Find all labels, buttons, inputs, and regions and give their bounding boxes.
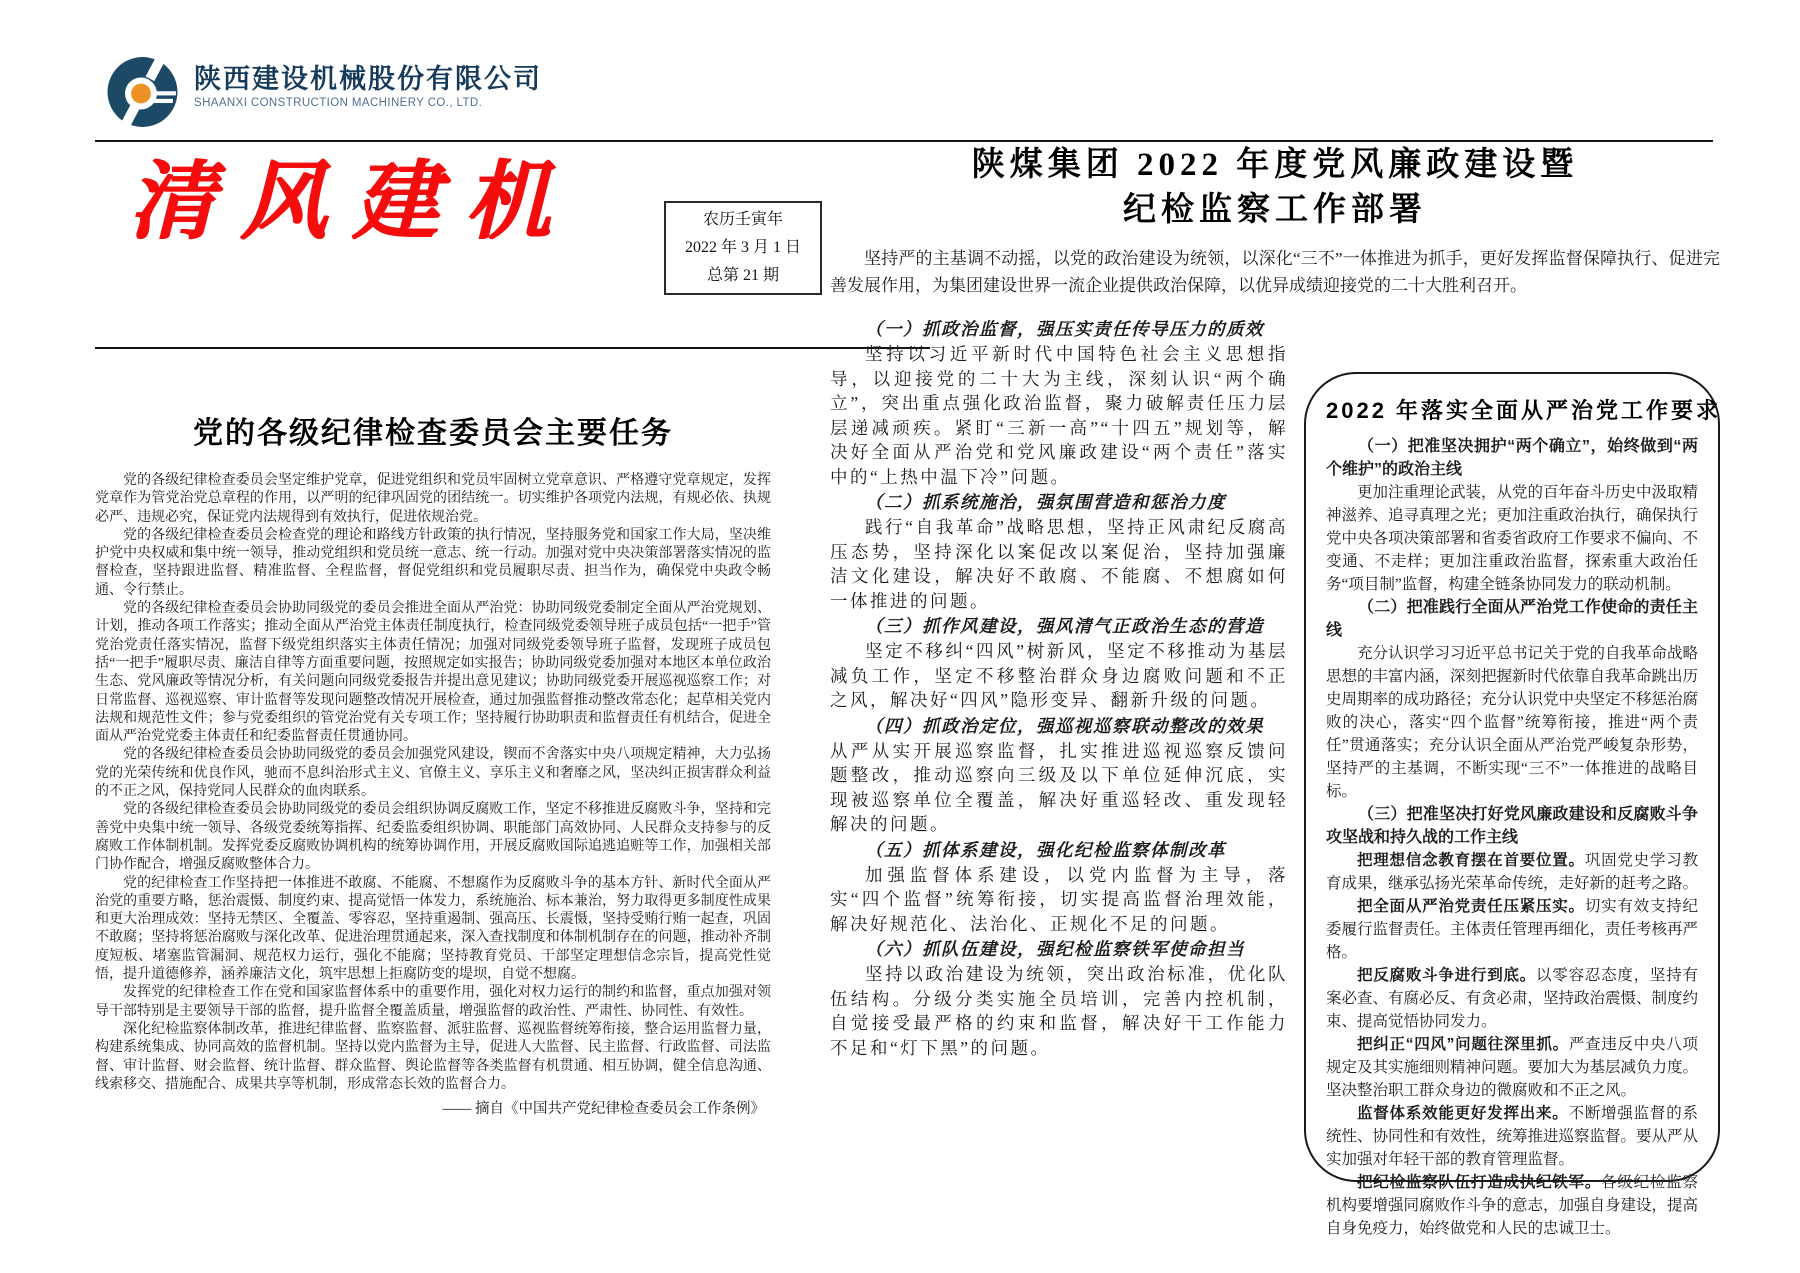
- issue-date: 2022 年 3 月 1 日: [684, 239, 801, 256]
- box-section-body: 充分认识学习习近平总书记关于党的自我革命战略思想的丰富内涵，深刻把握新时代依靠自我革命跳出历史周期率的成功路径；充分认识党中央坚定不移惩治腐败的决心，落实“四个监督”统筹衔接，推进“两个责任”贯通落实；充分认识全面从严治党严峻复杂形势，坚持严的主基调，不断实现“三不”一体推进的战略目标。: [1326, 645, 1699, 800]
- masthead-title: 清风建机: [128, 154, 576, 250]
- company-logo-block: [106, 54, 542, 130]
- left-article-title: 党的各级纪律检查委员会主要任务: [193, 417, 673, 450]
- right-article-title: [830, 143, 1720, 233]
- requirements-box-title: 2022 年落实全面从严治党工作要求: [1326, 398, 1722, 423]
- box-item-text: 各级纪检监察机构要增强同腐败作斗争的意志，加强自身建设，提高自身免疫力，始终做党和人民的忠诚卫士。: [1326, 1174, 1699, 1237]
- article-paragraph: 党的各级纪律检查委员会协助同级党的委员会推进全面从严治党：协助同级党委制定全面从严治党规划、计划，推动各项工作落实；推动全面从严治党主体责任制度执行，检查同级党委领导班子成员包括“一把手”管党治党责任落实情况，监督下级党组织落实主体责任情况；加强对同级党委领导班子监督，发现班子成员包括“一把手”履职尽责、廉洁自律等方面重要问题，按照规定如实报告；协助同级党委加强对本地区本单位政治生态、党风廉政等情况分析，有关问题向同级党委报告并提出意见建议；协助同级党委开展巡视巡察工作；对日常监督、巡视巡察、审计监督等发现问题整改情况开展检查，通过加强监督推动整改常态化；起草相关党内法规和规范性文件；参与党委组织的管党治党有关专项工作；坚持履行协助职责和监督责任有机结合，促进全面从严治党党委主体责任和纪委监督责任贯通协同。: [95, 601, 771, 745]
- article-paragraph: 党的纪律检查工作坚持把一体推进不敢腐、不能腐、不想腐作为反腐败斗争的基本方针、新时代全面从严治党的重要方略，惩治震慑、制度约束、提高觉悟一体发力，系统施治、标本兼治，努力取得更多制度性成果和更大治理成效：坚持无禁区、全覆盖、零容忍，坚持重遏制、强高压、长震慑，坚持受贿行贿一起查，巩固不敢腐；坚持将惩治腐败与深化改革、促进治理贯通起来，深入查找制度和体制机制存在的问题，推动补齐制度短板、堵塞监管漏洞、规范权力运行，强化不能腐；坚持教育党员、干部坚定理想信念宗旨，提高党性觉悟，提升道德修养，涵养廉洁文化，筑牢思想上拒腐防变的堤坝，自觉不想腐。: [95, 875, 771, 983]
- box-item-text: 以零容忍态度，坚持有案必查、有腐必反、有贪必肃，坚持政治震慑、制度约束、提高觉悟协同发力。: [1326, 967, 1699, 1030]
- box-item: [1326, 964, 1698, 1033]
- box-item: [1326, 1171, 1698, 1240]
- article-paragraph: 党的各级纪律检查委员会检查党的理论和路线方针政策的执行情况，坚持服务党和国家工作大局，坚决维护党中央权威和集中统一领导，推动党组织和党员统一意志、统一行动。加强对党中央决策部署落实情况的监督检查，坚持跟进监督、精准监督、全程监督，督促党组织和党员履职尽责、担当作为，确保党中央政令畅通、令行禁止。: [95, 527, 771, 598]
- issue-lunar-year: 农历壬寅年: [702, 211, 783, 228]
- company-name-block: [194, 54, 542, 109]
- section-heading: （三）抓作风建设，强风清气正政治生态的营造: [865, 616, 1264, 636]
- masthead-divider-line: [95, 347, 930, 349]
- box-item-lead: 把纪检监察队伍打造成执纪铁军。: [1357, 1174, 1602, 1191]
- box-item: [1326, 1102, 1698, 1171]
- box-item-text: 切实有效支持纪委履行监督责任。主体责任管理再细化，责任考核再严格。: [1326, 898, 1699, 961]
- article-paragraph: 深化纪检监察体制改革，推进纪律监督、监察监督、派驻监督、巡视监督统筹衔接，整合运用监督力量，构建系统集成、协同高效的监督机制。坚持以党内监督为主导，促进人大监督、民主监督、行政监督、司法监督、审计监督、财会监督、统计监督、群众监督、舆论监督等各类监督有机贯通、相互协调，健全信息沟通、线索移交、措施配合、成果共享等机制，形成常态长效的监督合力。: [95, 1021, 771, 1092]
- box-item-lead: 把反腐败斗争进行到底。: [1357, 967, 1537, 984]
- section-body: 加强监督体系建设，以党内监督为主导，落实“四个监督”统筹衔接，切实提高监督治理效能，解决好规范化、法治化、正规化不足的问题。: [830, 864, 1288, 934]
- company-name-en: SHAANXI CONSTRUCTION MACHINERY CO., LTD.: [194, 97, 483, 109]
- box-item-text: 严查违反中央八项规定及其实施细则精神问题。要加大为基层减负力度。坚决整治职工群众身边的微腐败和不正之风。: [1326, 1036, 1699, 1099]
- box-section-heading: （三）把准坚决打好党风廉政建设和反腐败斗争攻坚战和持久战的工作主线: [1326, 806, 1698, 846]
- box-section-heading: （一）把准坚决拥护“两个确立”，始终做到“两个维护”的政治主线: [1326, 438, 1698, 478]
- box-item-text: 巩固党史学习教育成果，继承弘扬光荣革命传统，走好新的赶考之路。: [1326, 852, 1699, 892]
- right-article: [830, 143, 1722, 1237]
- left-article-body: [95, 472, 771, 1094]
- section-body: 坚定不移纠“四风”树新风，坚定不移推动为基层减负工作，坚定不移整治群众身边腐败问题和不正之风，解决好“四风”隐形变异、翻新升级的问题。: [830, 641, 1288, 710]
- company-logo-icon: [106, 54, 182, 130]
- section-heading: （一）抓政治监督，强压实责任传导压力的质效: [865, 319, 1264, 339]
- section-heading: （六）抓队伍建设，强纪检监察铁军使命担当: [865, 939, 1245, 959]
- section-body: 坚持以习近平新时代中国特色社会主义思想指导，以迎接党的二十大为主线，深刻认识“两个确立”，突出重点强化政治监督，聚力破解责任压力层层递减顽疾。紧盯“三新一高”“十四五”规划等，解决好全面从严治党和党风廉政建设“两个责任”落实中的“上热中温下冷”问题。: [830, 344, 1288, 487]
- header-divider-line: [95, 140, 1713, 142]
- article-paragraph: 党的各级纪律检查委员会坚定维护党章，促进党组织和党员牢固树立党章意识、严格遵守党章规定，发挥党章作为管党治党总章程的作用，以严明的纪律巩固党的团结统一。切实维护各项党内法规，有规必依、执规必严、违规必究，保证党内法规得到有效执行，促进依规治党。: [95, 473, 771, 525]
- box-item-lead: 把纠正“四风”问题往深里抓。: [1357, 1036, 1569, 1053]
- box-item-lead: 监督体系效能更好发挥出来。: [1357, 1105, 1569, 1122]
- box-item: [1326, 849, 1698, 895]
- article-attribution: —— 摘自《中国共产党纪律检查委员会工作条例》: [442, 1101, 765, 1118]
- section-body: 从严从实开展巡察监督，扎实推进巡视巡察反馈问题整改，推动巡察向三级及以下单位延伸沉底，实现被巡察单位全覆盖，解决好重巡轻改、重发现轻解决的问题。: [830, 740, 1288, 834]
- box-item-lead: 把全面从严治党责任压紧压实。: [1357, 898, 1585, 915]
- article-paragraph: 发挥党的纪律检查工作在党和国家监督体系中的重要作用，强化对权力运行的制约和监督，重点加强对领导干部特别是主要领导干部的监督，提升监督全覆盖质量，增强监督的政治性、严肃性、协同性、有效性。: [95, 985, 771, 1019]
- box-item: [1326, 895, 1698, 964]
- company-name-cn: 陕西建设机械股份有限公司: [194, 64, 542, 94]
- section-body: 践行“自我革命”战略思想，坚持正风肃纪反腐高压态势，坚持深化以案促改以案促治，坚持加强廉洁文化建设，解决好不敢腐、不能腐、不想腐如何一体推进的问题。: [830, 517, 1288, 611]
- section-heading: （五）抓体系建设，强化纪检监察体制改革: [865, 839, 1226, 860]
- right-article-title-line2: 纪检监察工作部署: [1123, 192, 1427, 228]
- article-paragraph: 党的各级纪律检查委员会协助同级党的委员会组织协调反腐败工作，坚定不移推进反腐败斗争，坚持和完善党中央集中统一领导、各级党委统筹指挥、纪委监委组织协调、职能部门高效协同、人民群众支持参与的反腐败工作体制机制。发挥党委反腐败协调机构的统筹协调作用，开展反腐败国际追逃追赃等工作，加强相关部门协作配合，增强反腐败整体合力。: [95, 802, 771, 873]
- box-item-text: 不断增强监督的系统性、协同性和有效性，统筹推进巡察监督。要从严从实加强对年轻干部的教育管理监督。: [1326, 1105, 1699, 1168]
- box-item-lead: 把理想信念教育摆在首要位置。: [1357, 852, 1585, 869]
- box-section-body: 更加注重理论武装，从党的百年奋斗历史中汲取精神滋养、追寻真理之光；更加注重政治执行，确保执行党中央各项决策部署和省委省政府工作要求不偏向、不变通、不走样；更加注重政治监督，探索重大政治任务“项目制”监督，构建全链条协同发力的联动机制。: [1326, 484, 1699, 593]
- issue-info-box: [664, 201, 822, 295]
- section-heading: （二）抓系统施治，强氛围营造和惩治力度: [865, 492, 1226, 512]
- right-article-title-line1: 陕煤集团 2022 年度党风廉政建设暨: [971, 147, 1579, 183]
- requirements-box: [1304, 372, 1722, 1237]
- section-heading: （四）抓政治定位，强巡视巡察联动整改的效果: [865, 715, 1264, 736]
- section-body: 坚持以政治建设为统领，突出政治标准，优化队伍结构。分级分类实施全员培训，完善内控机制，自觉接受最严格的约束和监督，解决好干工作能力不足和“灯下黑”的问题。: [830, 964, 1288, 1058]
- left-article: [95, 408, 771, 1118]
- right-article-intro: 坚持严的主基调不动摇，以党的政治建设为统领，以深化“三不”一体推进为抓手，更好发挥监督保障执行、促进完善发展作用，为集团建设世界一流企业提供政治保障，以优异成绩迎接党的二十大胜利召开。: [830, 249, 1720, 295]
- article-paragraph: 党的各级纪律检查委员会协助同级党的委员会加强党风建设，锲而不舍落实中央八项规定精神，大力弘扬党的光荣传统和优良作风，驰而不息纠治形式主义、官僚主义、享乐主义和奢靡之风，坚决纠正损害群众利益的不正之风，保持党同人民群众的血肉联系。: [95, 747, 771, 800]
- issue-number: 总第 21 期: [706, 267, 779, 284]
- box-item: [1326, 1033, 1698, 1102]
- box-section-heading: （二）把准践行全面从严治党工作使命的责任主线: [1326, 599, 1698, 639]
